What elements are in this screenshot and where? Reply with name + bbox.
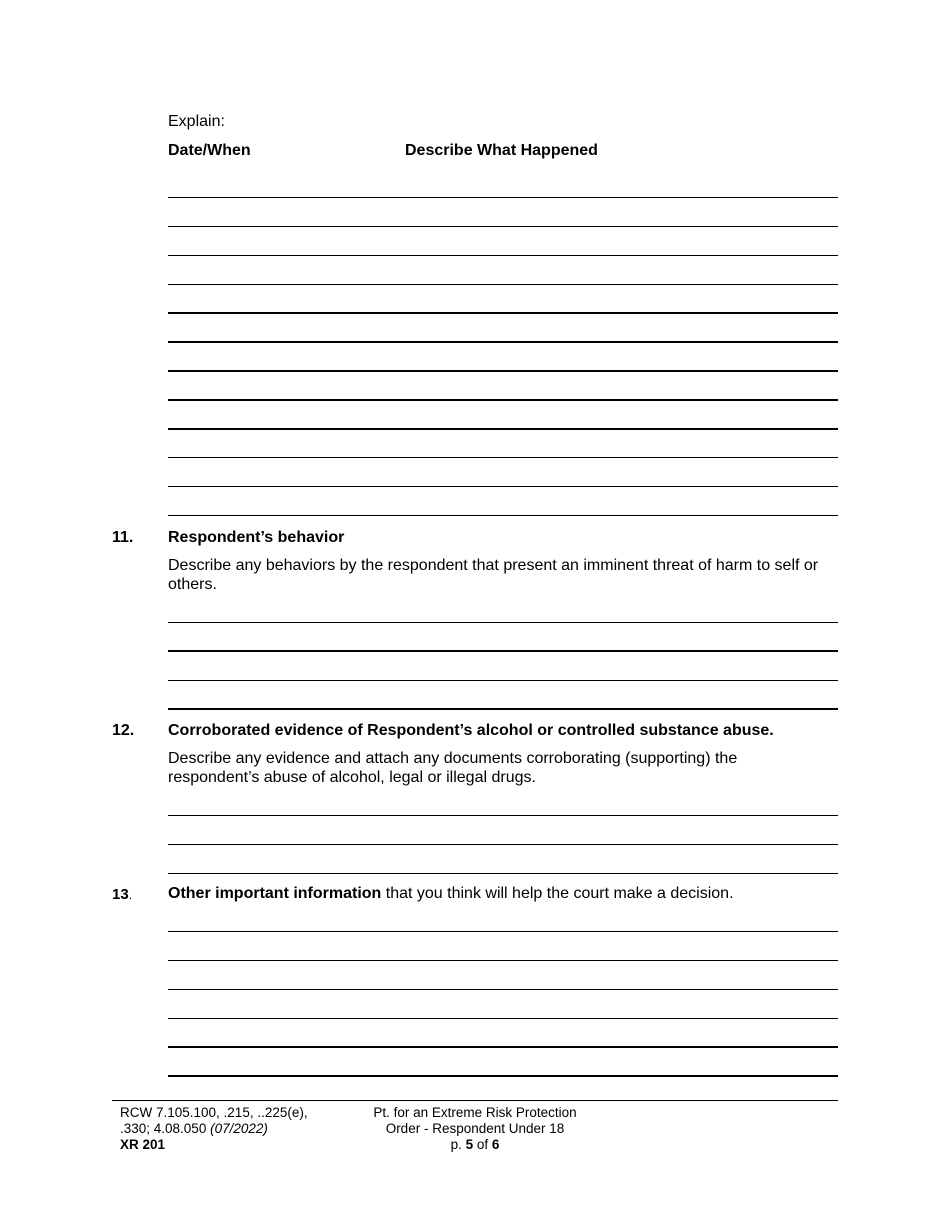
section-13-number-suffix: .: [128, 888, 133, 902]
footer-page-total: 6: [491, 1137, 500, 1152]
footer-rcw-line1: RCW 7.105.100, .215, ..225(e),: [120, 1105, 308, 1120]
section-13-title: [168, 884, 734, 903]
footer-statute: [120, 1105, 308, 1153]
section-11-title: Respondent’s behavior: [168, 529, 345, 546]
writing-line[interactable]: [168, 622, 838, 623]
writing-line[interactable]: [168, 399, 838, 401]
footer-rcw-text: .330; 4.08.050: [120, 1121, 207, 1136]
footer-page-prefix: p.: [450, 1137, 462, 1152]
footer-page-current: 5: [465, 1137, 474, 1152]
writing-line[interactable]: [168, 815, 838, 816]
writing-line[interactable]: [168, 428, 838, 430]
writing-line[interactable]: [168, 989, 838, 990]
section-13-title-bold: Other important information: [168, 885, 382, 902]
footer-rcw-line2: [120, 1121, 308, 1137]
footer-page-of: of: [476, 1137, 489, 1152]
writing-line[interactable]: [168, 1046, 838, 1048]
writing-line[interactable]: [168, 515, 838, 516]
section-13-title-rest: that you think will help the court make a decision.: [381, 885, 734, 902]
column-header-date: Date/When: [168, 142, 251, 159]
writing-line[interactable]: [168, 486, 838, 487]
writing-line[interactable]: [168, 341, 838, 343]
footer-title-line1: Pt. for an Extreme Risk Protection: [373, 1105, 577, 1120]
section-11-number: 11.: [112, 529, 134, 546]
section-12-title: Corroborated evidence of Respondent’s alcohol or controlled substance abuse.: [168, 722, 774, 739]
writing-line[interactable]: [168, 844, 838, 845]
footer-form-id: XR 201: [120, 1137, 166, 1152]
footer-title-line2: Order - Respondent Under 18: [385, 1121, 565, 1136]
section-12-instruction: Describe any evidence and attach any documents corroborating (supporting) the respondent’s abuse of alcohol, legal or illegal drugs.: [168, 750, 738, 786]
writing-line[interactable]: [168, 457, 838, 458]
writing-line[interactable]: [168, 312, 838, 314]
footer-page-number: [350, 1137, 600, 1153]
writing-line[interactable]: [168, 255, 838, 256]
section-13-number: [112, 885, 132, 905]
writing-line[interactable]: [168, 197, 838, 198]
writing-line[interactable]: [168, 873, 838, 874]
writing-line[interactable]: [168, 960, 838, 961]
writing-line[interactable]: [168, 1018, 838, 1019]
footer-form-title: [350, 1105, 600, 1153]
footer-divider: [112, 1100, 838, 1101]
writing-line[interactable]: [168, 680, 838, 681]
section-13-number-digits: 13: [112, 886, 129, 903]
column-header-describe: Describe What Happened: [405, 142, 598, 159]
writing-line[interactable]: [168, 226, 838, 227]
footer-revision: (07/2022): [210, 1121, 268, 1136]
writing-line[interactable]: [168, 370, 838, 372]
writing-line[interactable]: [168, 650, 838, 652]
writing-line[interactable]: [168, 708, 838, 710]
section-11-instruction: Describe any behaviors by the respondent that present an imminent threat of harm to self or others.: [168, 557, 819, 593]
writing-line[interactable]: [168, 931, 838, 932]
writing-line[interactable]: [168, 1075, 838, 1077]
section-12-number: 12.: [112, 722, 135, 739]
writing-line[interactable]: [168, 284, 838, 285]
explain-label: Explain:: [168, 113, 225, 130]
